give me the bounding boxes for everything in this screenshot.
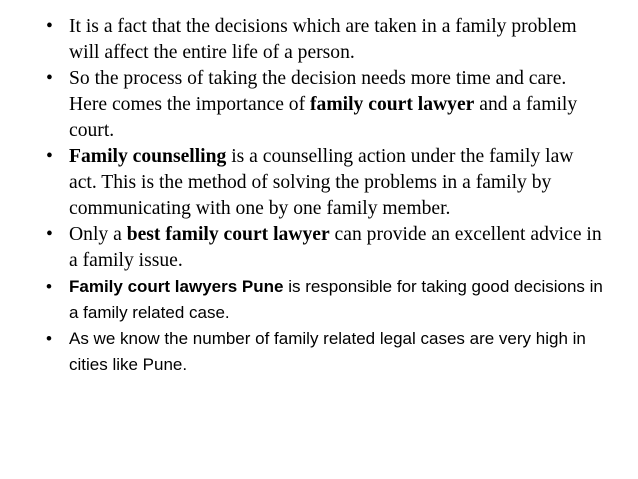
bullet-marker: • — [46, 146, 53, 167]
bullet-item-family-counselling — [46, 144, 606, 222]
bullet-text: Only a — [69, 224, 127, 245]
bullet-marker: • — [46, 16, 53, 37]
bullet-item-decisions-fact — [46, 14, 606, 66]
bullet-bold-text: Family counselling — [69, 146, 227, 167]
bullet-text: So the process of taking the decision needs more time and care. Here comes the importance of — [69, 68, 567, 115]
bullet-text-after: can provide an excellent advice in a family issue. — [69, 224, 602, 271]
bullet-marker: • — [46, 329, 52, 348]
bullet-list — [46, 14, 606, 378]
bullet-bold-text: Family court lawyers Pune — [69, 277, 284, 296]
bullet-text-after: is responsible for taking good decisions in a family related case. — [69, 277, 603, 322]
bullet-marker: • — [46, 277, 52, 296]
bullet-text-after: and a family court. — [69, 94, 578, 141]
bullet-text-after: is a counselling action under the family law act. This is the method of solving the problems in a family by communicating with one by one family member. — [69, 146, 574, 219]
bullet-text: It is a fact that the decisions which are taken in a family problem will affect the entire life of a person. — [69, 16, 577, 63]
bullet-marker: • — [46, 68, 53, 89]
bullet-item-legal-cases — [46, 326, 606, 378]
bullet-text: As we know the number of family related legal cases are very high in cities like Pune. — [69, 329, 586, 374]
bullet-item-lawyers-pune — [46, 274, 606, 326]
bullet-bold-text: best family court lawyer — [126, 224, 330, 245]
bullet-item-decision-process — [46, 66, 606, 144]
bullet-item-best-lawyer — [46, 222, 606, 274]
bullet-bold-text: family court lawyer — [310, 94, 475, 115]
bullet-marker: • — [46, 224, 53, 245]
